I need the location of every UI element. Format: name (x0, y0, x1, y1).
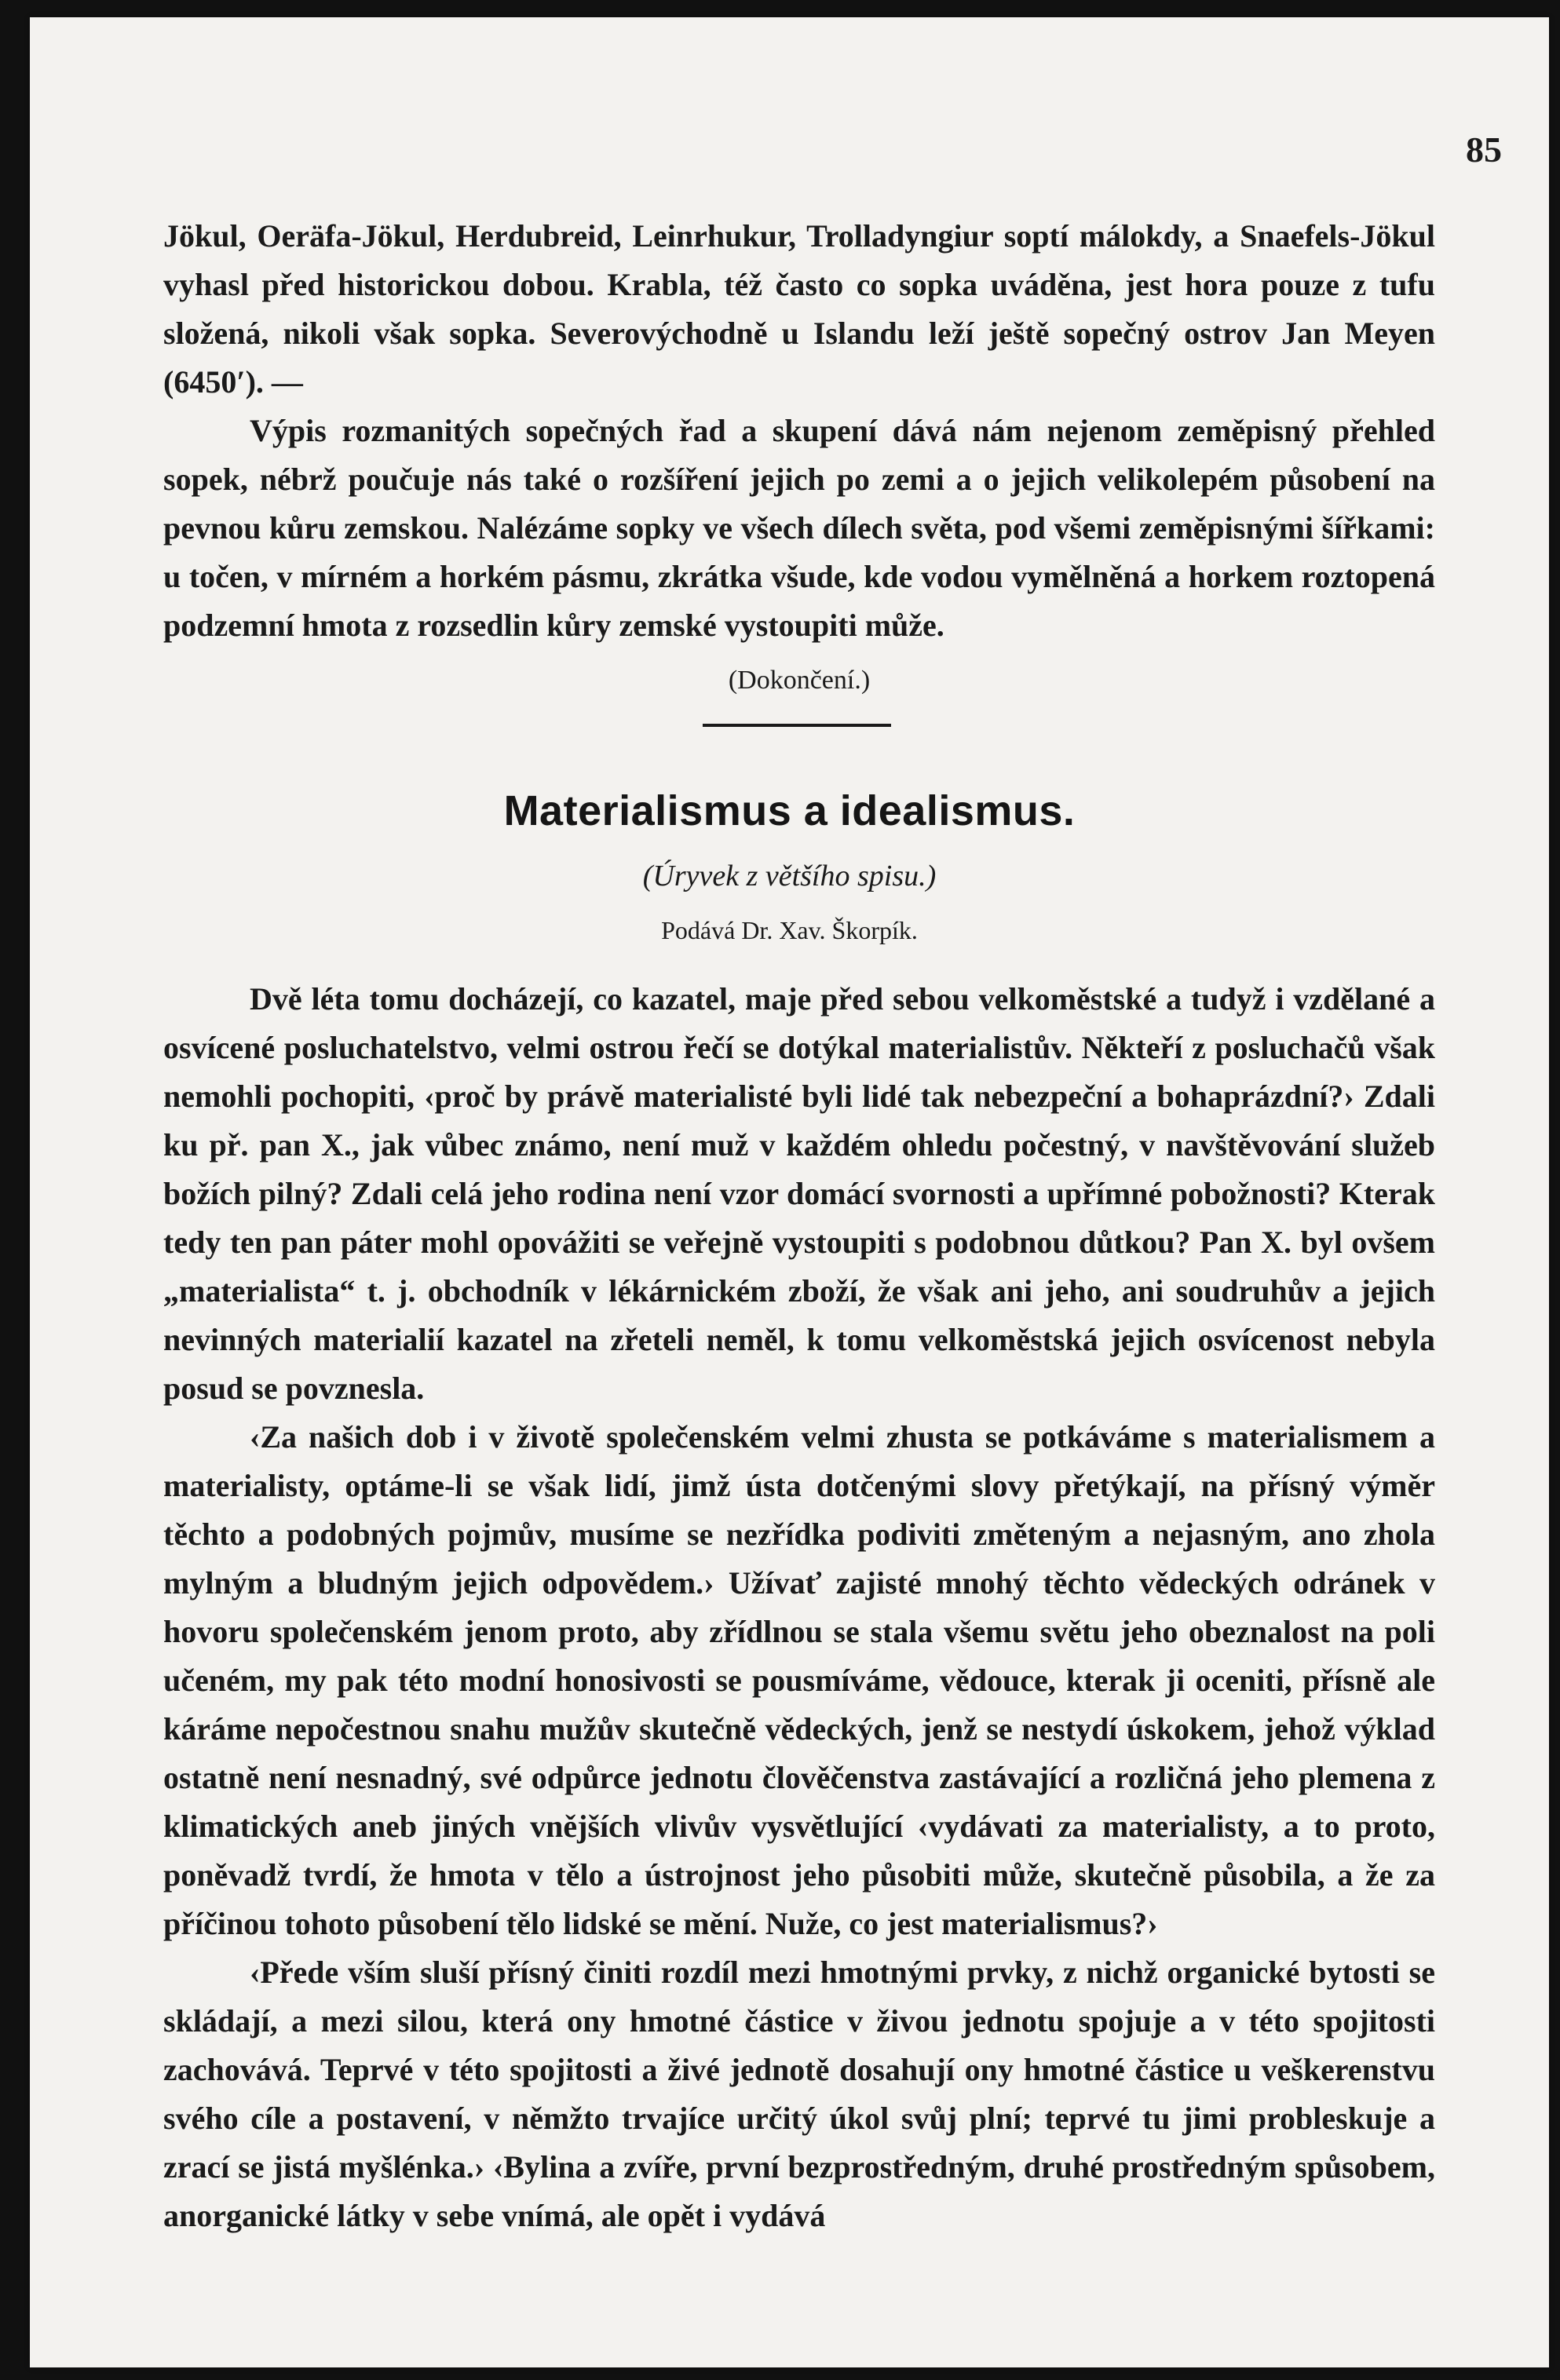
article-paragraph-3: ‹Přede vším sluší přísný činiti rozdíl mezi hmotnými prvky, z nichž organické bytosti se skládají, a mezi silou, která ony hmotné částice v živou jednotu spojuje a v této spojitosti zachovává. Teprvé v této spojitosti a živé jednotě dosahují ony hmotné částice u veškerenstvu svého cíle a postavení, v němžto trvajíce určitý úkol svůj plní; teprvé tu jimi probleskuje a zrací se jistá myšlénka.› ‹Bylina a zvíře, první bezprostředným, druhé prostředným spůsobem, anorganické látky v sebe vnímá, ale opět i vydává (163, 1955, 1435, 2233)
article-title: Materialismus a idealismus. (503, 787, 1076, 834)
continued-section (163, 212, 1435, 705)
continued-paragraph-2: Výpis rozmanitých sopečných řad a skupení dává nám nejenom zeměpisný přehled sopek, nébrž poučuje nás také o rozšíření jejich po zemi a o jejich velikolepém působení na pevnou kůru zemskou. Nalézáme sopky ve všech dílech světa, pod všemi zeměpisnými šířkami: u točen, v mírném a horkém pásmu, zkrátka všude, kde vodou vymělněná a horkem roztopená podzemní hmota z rozsedlin kůry zemské vystoupiti může. (163, 413, 1435, 643)
page-number: 85 (1466, 130, 1502, 170)
article-subtitle: (Úryvek z většího spisu.) (642, 860, 937, 892)
continued-label: (Dokončení.) (728, 666, 871, 695)
article-byline: Podává Dr. Xav. Škorpík. (661, 916, 918, 944)
article-paragraph-1: Dvě léta tomu docházejí, co kazatel, maje před sebou velkoměstské a tudyž i vzdělané a osvícené posluchatelstvo, velmi ostrou řečí se dotýkal materialistův. Někteří z posluchačů však nemohli pochopiti, ‹proč by právě materialisté byli lidé tak nebezpeční a bohaprázdní?› Zdali ku př. pan X., jak vůbec známo, není muž v každém ohledu počestný, v navštěvování služeb božích pilný? Zdali celá jeho rodina není vzor domácí svornosti a upřímné pobožnosti? Kterak tedy ten pan páter mohl opovážiti se veřejně vystoupiti s podobnou důtkou? Pan X. byl ovšem „materialista“ t. j. obchodník v lékárnickém zboží, že však ani jeho, ani soudruhův a jejich nevinných materialií kazatel na zřeteli neměl, k tomu velkoměstská jejich osvícenost nebyla posud se povznesla. (163, 981, 1435, 1406)
section-divider (703, 724, 891, 727)
continued-paragraph-1: Jökul, Oeräfa-Jökul, Herdubreid, Leinrhukur, Trolladyngiur soptí málokdy, a Snaefels-Jökul vyhasl před historickou dobou. Krabla, též často co sopka uváděna, jest hora pouze z tufu složená, nikoli však sopka. Severovýchodně u Islandu leží ještě sopečný ostrov Jan Meyen (6450′). — (163, 218, 1435, 400)
article-body (163, 975, 1435, 2240)
article-paragraph-2: ‹Za našich dob i v životě společenském velmi zhusta se potkáváme s materialismem a materialisty, optáme-li se však lidí, jimž ústa dotčenými slovy přetýkají, na přísný výměr těchto a podobných pojmův, musíme se nezřídka podiviti změteným a nejasným, ano zhola mylným a bludným jejich odpovědem.› Užívať zajisté mnohý těchto vědeckých odránek v hovoru společenském jenom proto, aby zřídlnou se stala všemu světu jeho obeznalost na poli učeném, my pak této modní honosivosti se pousmíváme, vědouce, kterak ji oceniti, přísně ale káráme nepočestnou snahu mužův skutečně vědeckých, jenž se nestydí úskokem, jehož výklad ostatně není nesnadný, své odpůrce jednotu člověčenstva zastávající a rozličná jeho plemena z klimatických aneb jiných vnějších vlivův vysvětlující ‹vydávati za materialisty, a to proto, poněvadž tvrdí, že hmota v tělo a ústrojnost jeho působiti může, skutečně působila, a že za příčinou tohoto působení tělo lidské se mění. Nuže, co jest materialismus?› (163, 1419, 1435, 1941)
book-page (30, 17, 1549, 2367)
